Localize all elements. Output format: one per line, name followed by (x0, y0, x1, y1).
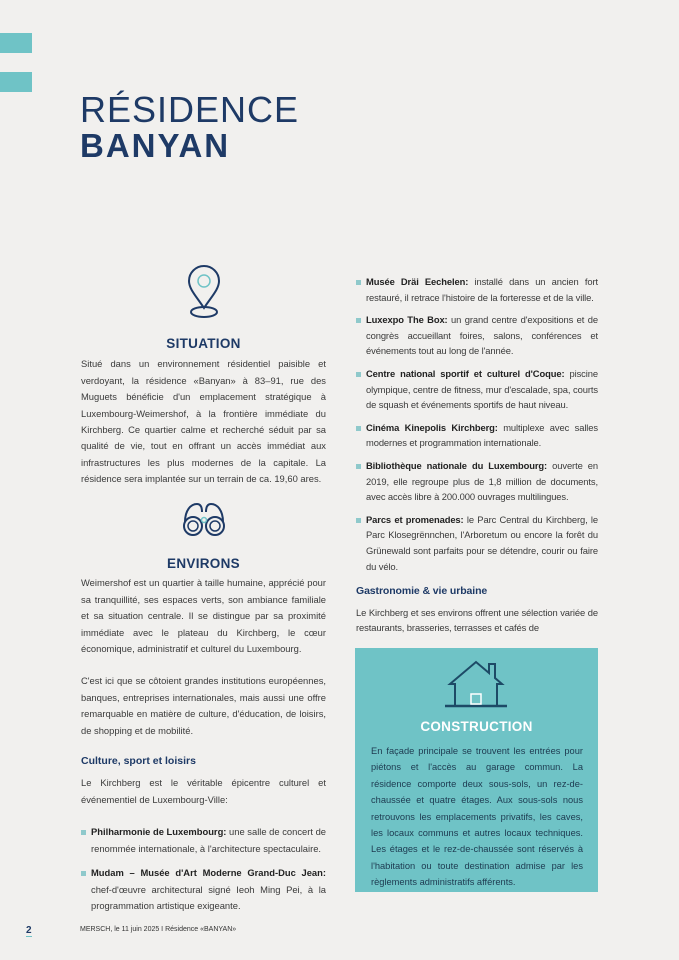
environs-section (81, 500, 326, 914)
gastronomie-text: Le Kirchberg et ses environs offrent une sélection variée de restaurants, brasseries, terrasses et cafés de (356, 606, 598, 634)
culture-list-right (356, 274, 598, 574)
title-line-2: BANYAN (80, 127, 231, 164)
construction-heading: CONSTRUCTION (420, 718, 533, 734)
page-number: 2 (26, 925, 32, 936)
culture-heading: Culture, sport et loisirs (81, 755, 196, 768)
environs-paragraph-1: Weimershof est un quartier à taille humaine, apprécié pour sa tranquillité, ses espaces verts, son ambiance familiale et sa situation centrale. Il se distingue par sa proximité immédiate avec le plateau du Kirchberg, le cœur économique, administratif et culturel du Luxembourg. (81, 577, 326, 655)
title-line-1: RÉSIDENCE (80, 89, 300, 130)
situation-section (81, 264, 326, 488)
map-pin-icon (81, 264, 326, 324)
right-column (356, 274, 598, 892)
list-item: Philharmonie de Luxembourg: une salle de concert de renommée internationale, à l'architecture spectaculaire. (81, 824, 326, 857)
environs-paragraph-2: C'est ici que se côtoient grandes institutions européennes, banques, entreprises internationales, mais aussi une offre remarquable en matière de culture, d'éducation, de loisirs, de shopping et de mobilité. (81, 675, 326, 736)
situation-text: Situé dans un environnement résidentiel paisible et verdoyant, la résidence «Banyan» à 83–91, rue des Muguets bénéficie d'un emplacement stratégique à Luxembourg-Weimershof, à la frontière immédiate du Kirchberg. Ce quartier calme et recherché séduit par sa qualité de vie, tout en offrant un accès immédiat aux infrastructures les plus modernes de la capitale. La résidence sera implantée sur un terrain de ca. 19,60 ares. (81, 358, 326, 485)
page-title (80, 89, 300, 164)
list-item: Parcs et promenades: le Parc Central du Kirchberg, le Parc Klosegrënnchen, l'Arboretum ou encore la forêt du Grünewald sont parfaits pour se détendre, courir ou faire du vélo. (356, 512, 598, 574)
culture-intro: Le Kirchberg est le véritable épicentre culturel et événementiel de Luxembourg-Ville: (81, 777, 326, 805)
decorative-bar (0, 33, 32, 53)
list-item: Centre national sportif et culturel d'Coque: piscine olympique, centre de fitness, mur d'escalade, spa, courts de squash et événements sportifs de haut niveau. (356, 366, 598, 413)
list-item: Musée Dräi Eechelen: installé dans un ancien fort restauré, il retrace l'histoire de la forteresse et de la ville. (356, 274, 598, 305)
construction-box (355, 648, 598, 892)
decorative-bar (0, 72, 32, 92)
footer-text: MERSCH, le 11 juin 2025 I Résidence «BANYAN» (80, 926, 237, 933)
list-item: Cinéma Kinepolis Kirchberg: multiplexe avec salles modernes et programmation internationale. (356, 420, 598, 451)
list-item: Bibliothèque nationale du Luxembourg: ouverte en 2019, elle regroupe plus de 1,8 million de documents, avec accès libre à 200.000 ouvrages multilingues. (356, 458, 598, 505)
list-item: Mudam – Musée d'Art Moderne Grand-Duc Jean: chef-d'œuvre architectural signé Ieoh Ming Pei, à la programmation artistique exigeante. (81, 865, 326, 914)
house-icon (445, 658, 507, 715)
construction-text: En façade principale se trouvent les entrées pour piétons et l'accès au garage commun. La résidence comporte deux sous-sols, un rez-de-chaussée et quatre étages. Aux sous-sols nous retrouvons les emplacements privatifs, les caves, les locaux communs et autres locaux techniques. Les étages et le rez-de-chaussée sont réservés à l'habitation ou toute destination admise par les règlements administratifs afférents. (371, 745, 583, 888)
culture-list-left (81, 824, 326, 914)
environs-heading: ENVIRONS (167, 556, 240, 571)
binoculars-icon (81, 500, 326, 542)
list-item: Luxexpo The Box: un grand centre d'expositions et de congrès accueillant foires, salons, conférences et événements tout au long de l'année. (356, 312, 598, 359)
gastronomie-heading: Gastronomie & vie urbaine (356, 585, 488, 598)
situation-heading: SITUATION (166, 336, 241, 351)
